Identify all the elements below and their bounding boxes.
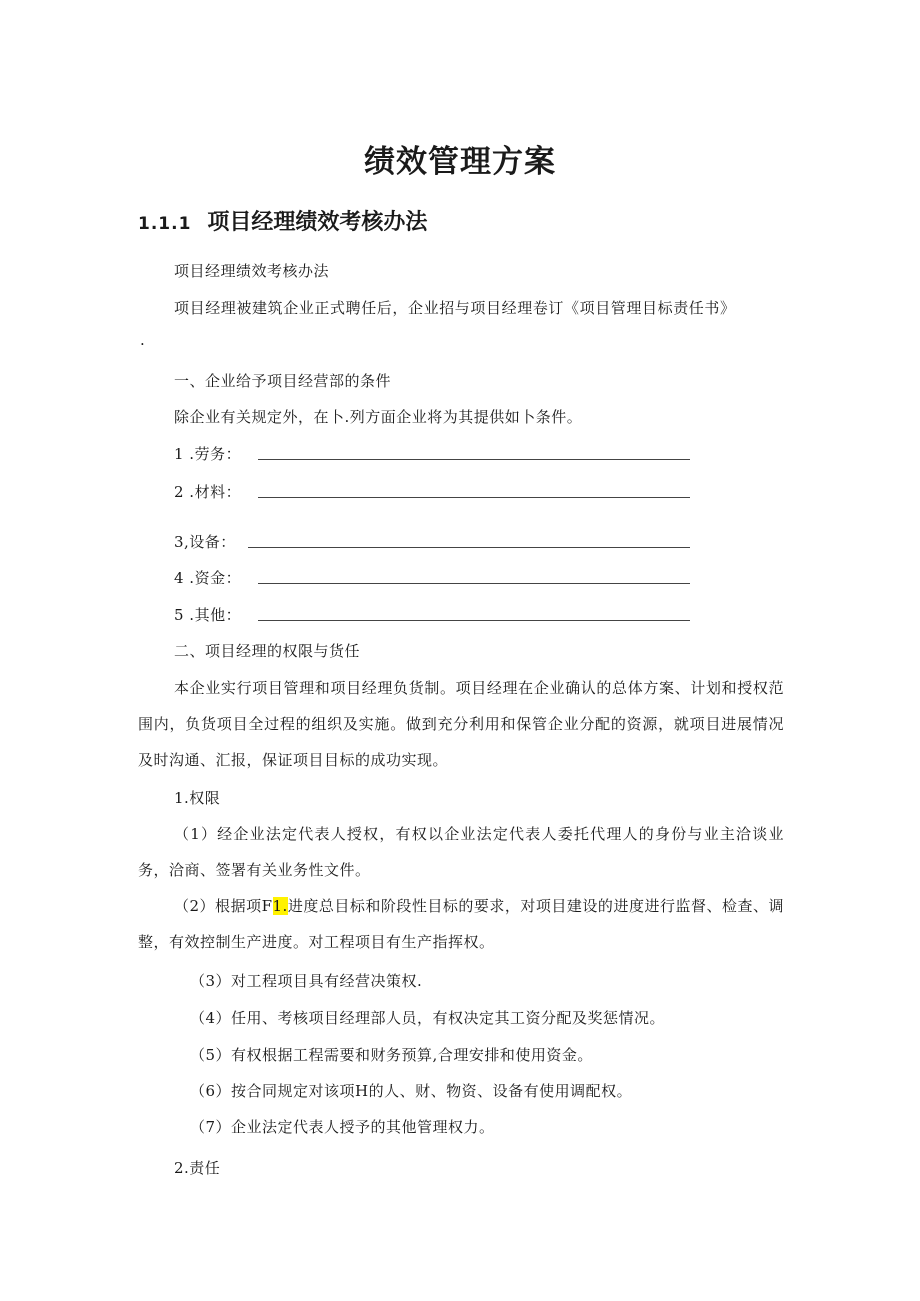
authority-item-2 bbox=[138, 888, 784, 960]
responsibility-heading: 2.责任 bbox=[174, 1159, 221, 1177]
authority-item-6: （6）按合同规定对该项H的人、财、物资、设备有使用调配权。 bbox=[190, 1082, 633, 1100]
section-number: 1.1.1 bbox=[138, 214, 192, 234]
authority-item-4: （4）任用、考核项目经理部人员，有权决定其工资分配及奖惩情况。 bbox=[190, 1009, 666, 1027]
condition-labour-label: 1 .劳务： bbox=[174, 445, 242, 463]
section-heading bbox=[138, 205, 427, 236]
intro-line-1: 项目经理被建筑企业正式聘任后，企业招与项目经理卷订《项目管理目标责任书》 bbox=[174, 299, 736, 317]
authority-item-1: （1）经企业法定代表人授权，有权以企业法定代表人委托代理人的身份与业主洽谈业务，洽商、签署有关业务性文件。 bbox=[138, 825, 784, 879]
part1-text: 除企业有关规定外，在卜.列方面企业将为其提供如卜条件。 bbox=[174, 408, 583, 426]
authority-item-3: （3）对工程项目具有经营决策权. bbox=[190, 972, 423, 990]
intro-line-2: . bbox=[140, 331, 146, 349]
authority-heading: 1.权限 bbox=[174, 789, 221, 807]
authority-item-5: （5）有权根据工程需要和财务预算,合理安排和使用资金。 bbox=[190, 1046, 593, 1064]
authority-item-2-start: （2）根据项F bbox=[174, 897, 273, 915]
condition-material-line bbox=[258, 497, 690, 498]
condition-labour-line bbox=[258, 459, 690, 460]
condition-funds-label: 4 .资金： bbox=[174, 569, 242, 587]
condition-equipment-label: 3,设备： bbox=[174, 533, 236, 551]
authority-item-2-rest: 进度总目标和阶段性目标的要求，对项目建设的进度进行监督、检查、调整，有效控制生产进度。对工程项目有生产指挥权。 bbox=[138, 897, 785, 951]
part1-heading: 一、企业给予项目经营部的条件 bbox=[174, 372, 392, 390]
condition-equipment-line bbox=[248, 547, 690, 548]
section-title: 项目经理绩效考核办法 bbox=[207, 210, 428, 235]
part2-paragraph: 本企业实行项目管理和项目经理负货制。项目经理在企业确认的总体方案、计划和授权范围内，负货项目全过程的组织及实施。做到充分利用和保管企业分配的资源，就项目进展情况及时沟通、汇报，保证项目目标的成功实现。 bbox=[138, 679, 784, 769]
condition-other-label: 5 .其他： bbox=[174, 606, 242, 624]
condition-other-line bbox=[258, 620, 690, 621]
condition-funds-line bbox=[258, 583, 690, 584]
highlight-mark: 1. bbox=[272, 897, 288, 915]
authority-item-7: （7）企业法定代表人授予的其他管理权力。 bbox=[190, 1118, 495, 1136]
condition-material-label: 2 .材料： bbox=[174, 483, 242, 501]
part2-heading: 二、项目经理的权限与货任 bbox=[174, 642, 361, 660]
subtitle: 项目经理绩效考核办法 bbox=[174, 262, 330, 280]
page-title: 绩效管理方案 bbox=[364, 144, 556, 180]
